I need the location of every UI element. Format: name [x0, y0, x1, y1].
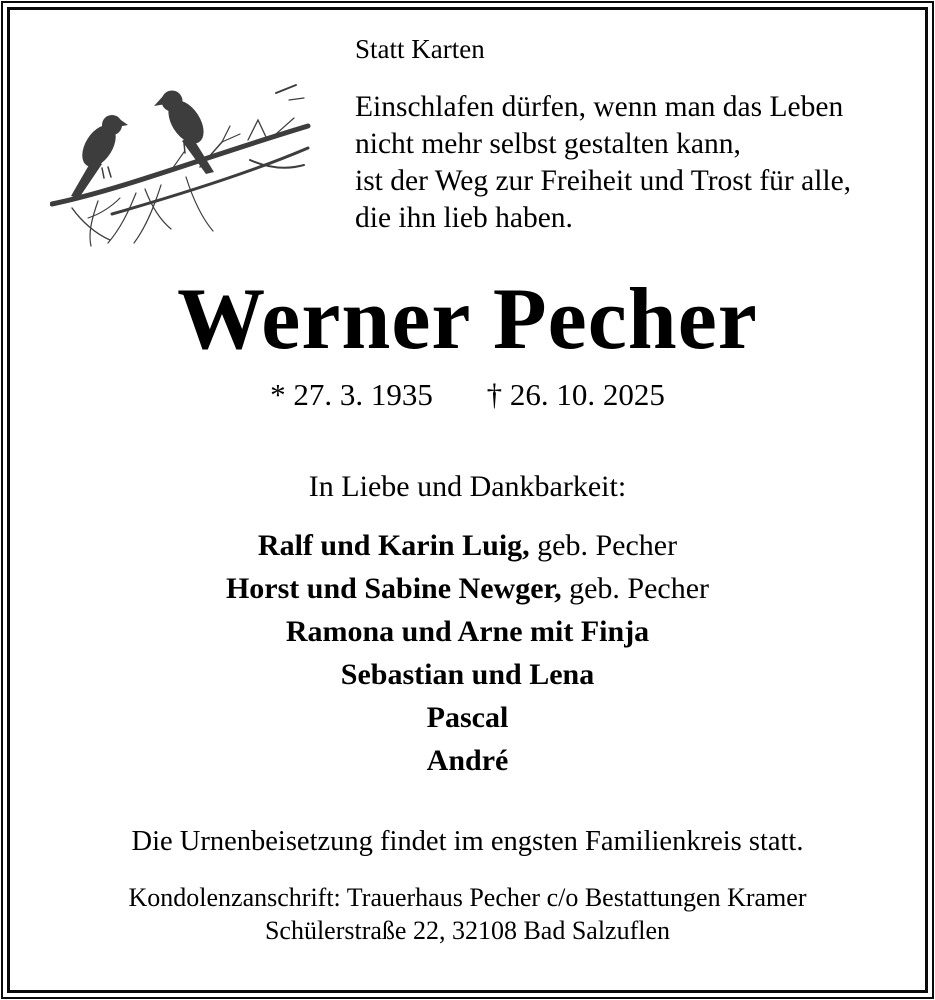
mourner-row: [0, 739, 935, 782]
condolence-line: Kondolenzanschrift: Trauerhaus Pecher c/o Bestattungen Kramer: [128, 883, 807, 912]
condolence-line: Schülerstraße 22, 32108 Bad Salzuflen: [264, 915, 671, 945]
life-dates: [0, 376, 935, 414]
death-date: † 26. 10. 2025: [486, 377, 665, 412]
funeral-note: Die Urnenbeisetzung findet im engsten Familienkreis statt.: [131, 826, 804, 857]
mourner-row: [0, 696, 935, 739]
poem-line: ist der Weg zur Freiheit und Trost für alle,: [355, 165, 852, 197]
deceased-name: Werner Pecher: [177, 271, 758, 368]
statt-karten-label: Statt Karten: [355, 34, 485, 64]
epitaph-poem: [355, 89, 851, 237]
mourner-row: [0, 610, 935, 653]
mourner-row: [0, 567, 935, 610]
mourner-row: [0, 524, 935, 567]
birds-on-branch-icon: [50, 80, 312, 252]
mourner-names: Sebastian und Lena: [340, 658, 595, 691]
mourner-names: Ralf und Karin Luig,: [257, 529, 530, 562]
poem-line: Einschlafen dürfen, wenn man das Leben: [355, 91, 844, 123]
mourner-row: [0, 653, 935, 696]
condolence-address: [0, 882, 935, 947]
mourner-suffix: geb. Pecher: [529, 529, 678, 562]
mourner-names: Pascal: [426, 701, 509, 734]
mourner-names: Ramona und Arne mit Finja: [285, 615, 650, 648]
mourners-list: [0, 524, 935, 782]
mourner-suffix: geb. Pecher: [561, 572, 710, 605]
birth-date: * 27. 3. 1935: [270, 377, 433, 412]
poem-line: nicht mehr selbst gestalten kann,: [355, 128, 741, 160]
poem-line: die ihn lieb haben.: [355, 202, 573, 234]
dedication-line: In Liebe und Dankbarkeit:: [308, 470, 627, 503]
mourner-names: André: [426, 744, 509, 777]
mourner-names: Horst und Sabine Newger,: [225, 572, 562, 605]
